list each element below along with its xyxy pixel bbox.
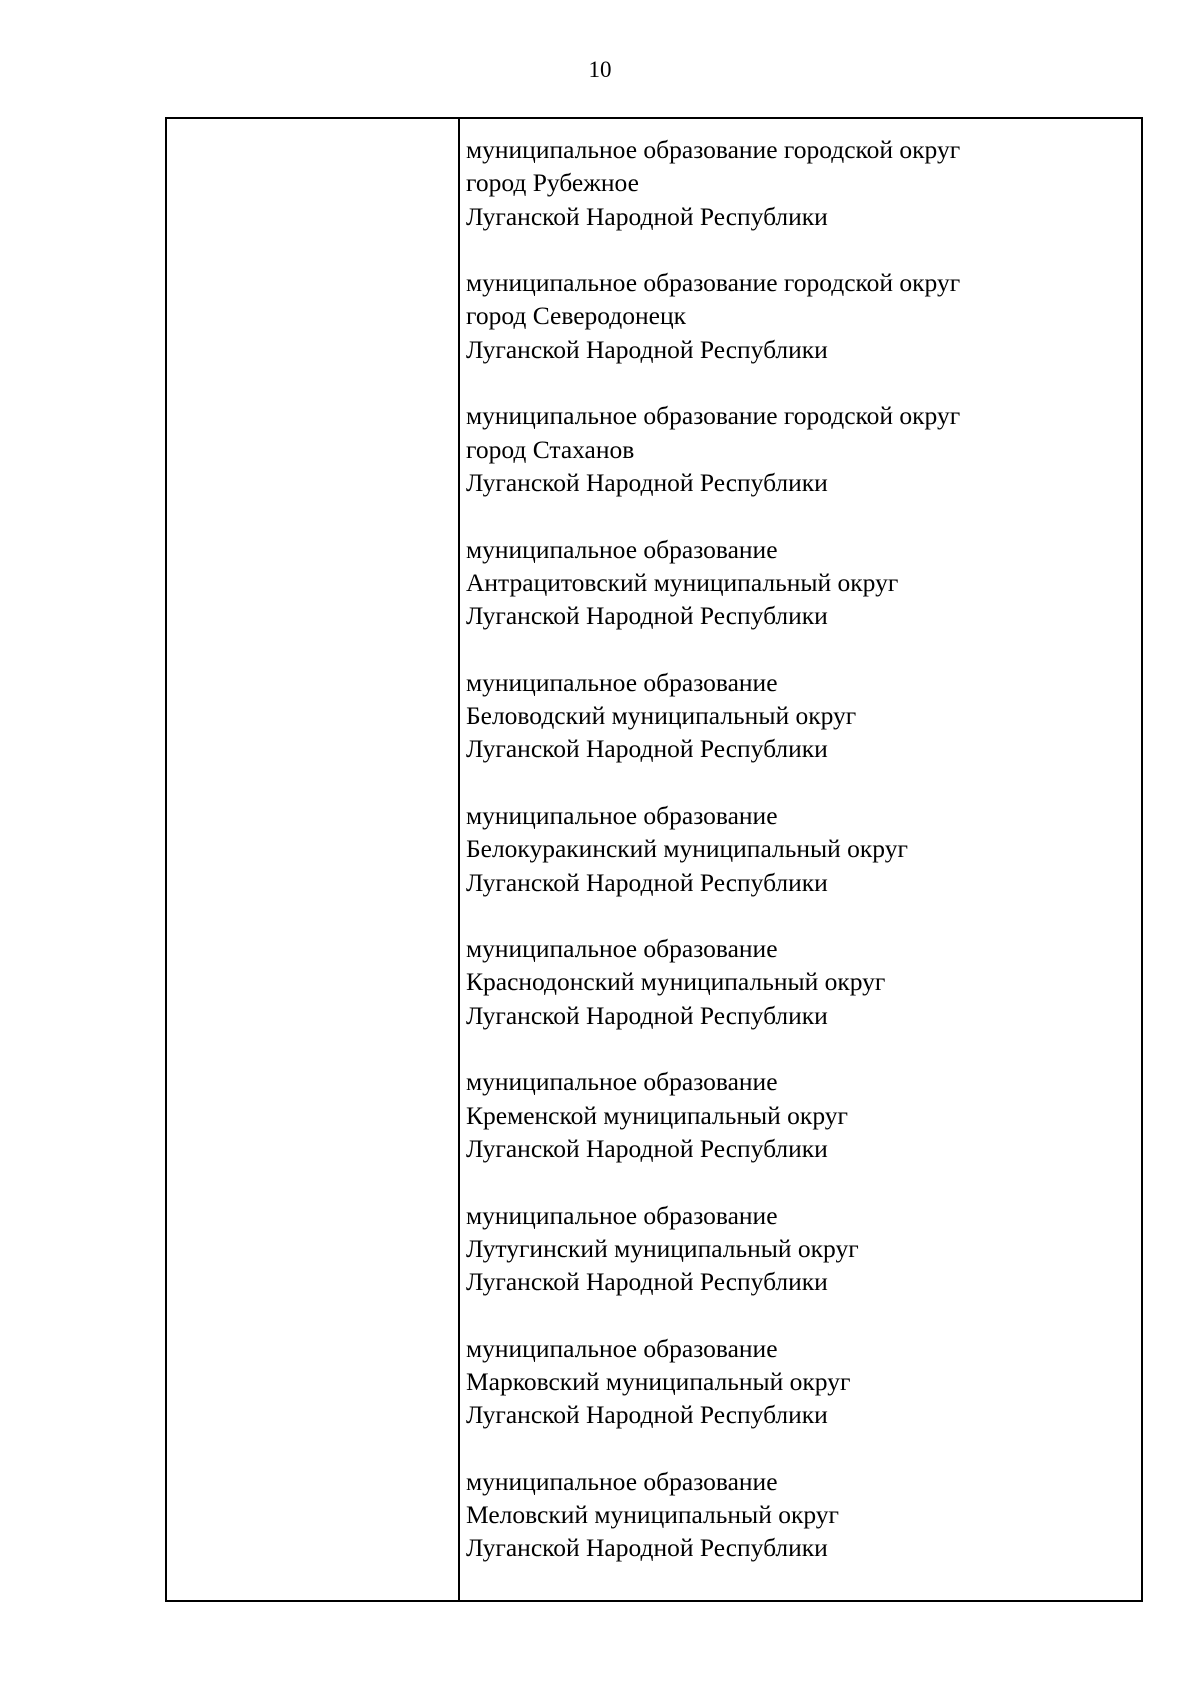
entry-line-2: Беловодский муниципальный округ bbox=[466, 701, 857, 731]
entry-line-3: Луганской Народной Республики bbox=[466, 1533, 828, 1563]
entry-line-1: муниципальное образование городской округ bbox=[466, 268, 961, 298]
table-right-cell bbox=[460, 119, 1141, 1600]
entry-line-3: Луганской Народной Республики bbox=[466, 467, 828, 497]
entry-line-1: муниципальное образование bbox=[466, 1067, 778, 1097]
entry-line-3: Луганской Народной Республики bbox=[466, 1133, 828, 1163]
entry-line-2: город Северодонецк bbox=[466, 301, 687, 331]
entry-line-2: Меловский муниципальный округ bbox=[466, 1500, 839, 1530]
entry-line-2: Кременской муниципальный округ bbox=[466, 1100, 848, 1130]
table-left-cell bbox=[167, 119, 460, 1600]
list-item bbox=[466, 932, 1141, 1032]
entry-line-1: муниципальное образование bbox=[466, 667, 778, 697]
entry-line-1: муниципальное образование bbox=[466, 1333, 778, 1363]
list-item bbox=[466, 666, 1141, 766]
list-item bbox=[466, 399, 1141, 499]
entry-line-1: муниципальное образование bbox=[466, 1466, 778, 1496]
entry-line-3: Луганской Народной Республики bbox=[466, 201, 828, 231]
list-item bbox=[466, 266, 1141, 366]
list-item bbox=[466, 133, 1141, 233]
list-item bbox=[466, 799, 1141, 899]
entry-line-3: Луганской Народной Республики bbox=[466, 867, 828, 897]
entry-line-2: город Стаханов bbox=[466, 434, 635, 464]
entry-line-1: муниципальное образование городской округ bbox=[466, 135, 961, 164]
page-number: 10 bbox=[588, 57, 612, 82]
entry-line-2: Антрацитовский муниципальный округ bbox=[466, 567, 899, 597]
entry-line-2: Лутугинский муниципальный округ bbox=[466, 1233, 859, 1263]
entry-line-1: муниципальное образование bbox=[466, 534, 778, 564]
list-item bbox=[466, 1199, 1141, 1299]
list-item bbox=[466, 1465, 1141, 1565]
entry-line-3: Луганской Народной Республики bbox=[466, 1267, 828, 1297]
entry-line-3: Луганской Народной Республики bbox=[466, 334, 828, 364]
entry-line-1: муниципальное образование bbox=[466, 800, 778, 830]
entry-line-1: муниципальное образование городской округ bbox=[466, 401, 961, 431]
entry-line-1: муниципальное образование bbox=[466, 934, 778, 964]
entry-line-3: Луганской Народной Республики bbox=[466, 1400, 828, 1430]
entry-line-3: Луганской Народной Республики bbox=[466, 734, 828, 764]
list-item bbox=[466, 1332, 1141, 1432]
entry-line-2: Белокуракинский муниципальный округ bbox=[466, 834, 908, 864]
entry-line-3: Луганской Народной Республики bbox=[466, 1000, 828, 1030]
entry-line-1: муниципальное образование bbox=[466, 1200, 778, 1230]
list-item bbox=[466, 533, 1141, 633]
document-table bbox=[165, 117, 1143, 1602]
list-item bbox=[466, 1065, 1141, 1165]
entry-line-2: Марковский муниципальный округ bbox=[466, 1366, 851, 1396]
entry-line-3: Луганской Народной Республики bbox=[466, 601, 828, 631]
entry-line-2: Краснодонский муниципальный округ bbox=[466, 967, 886, 997]
entry-line-2: город Рубежное bbox=[466, 168, 639, 198]
